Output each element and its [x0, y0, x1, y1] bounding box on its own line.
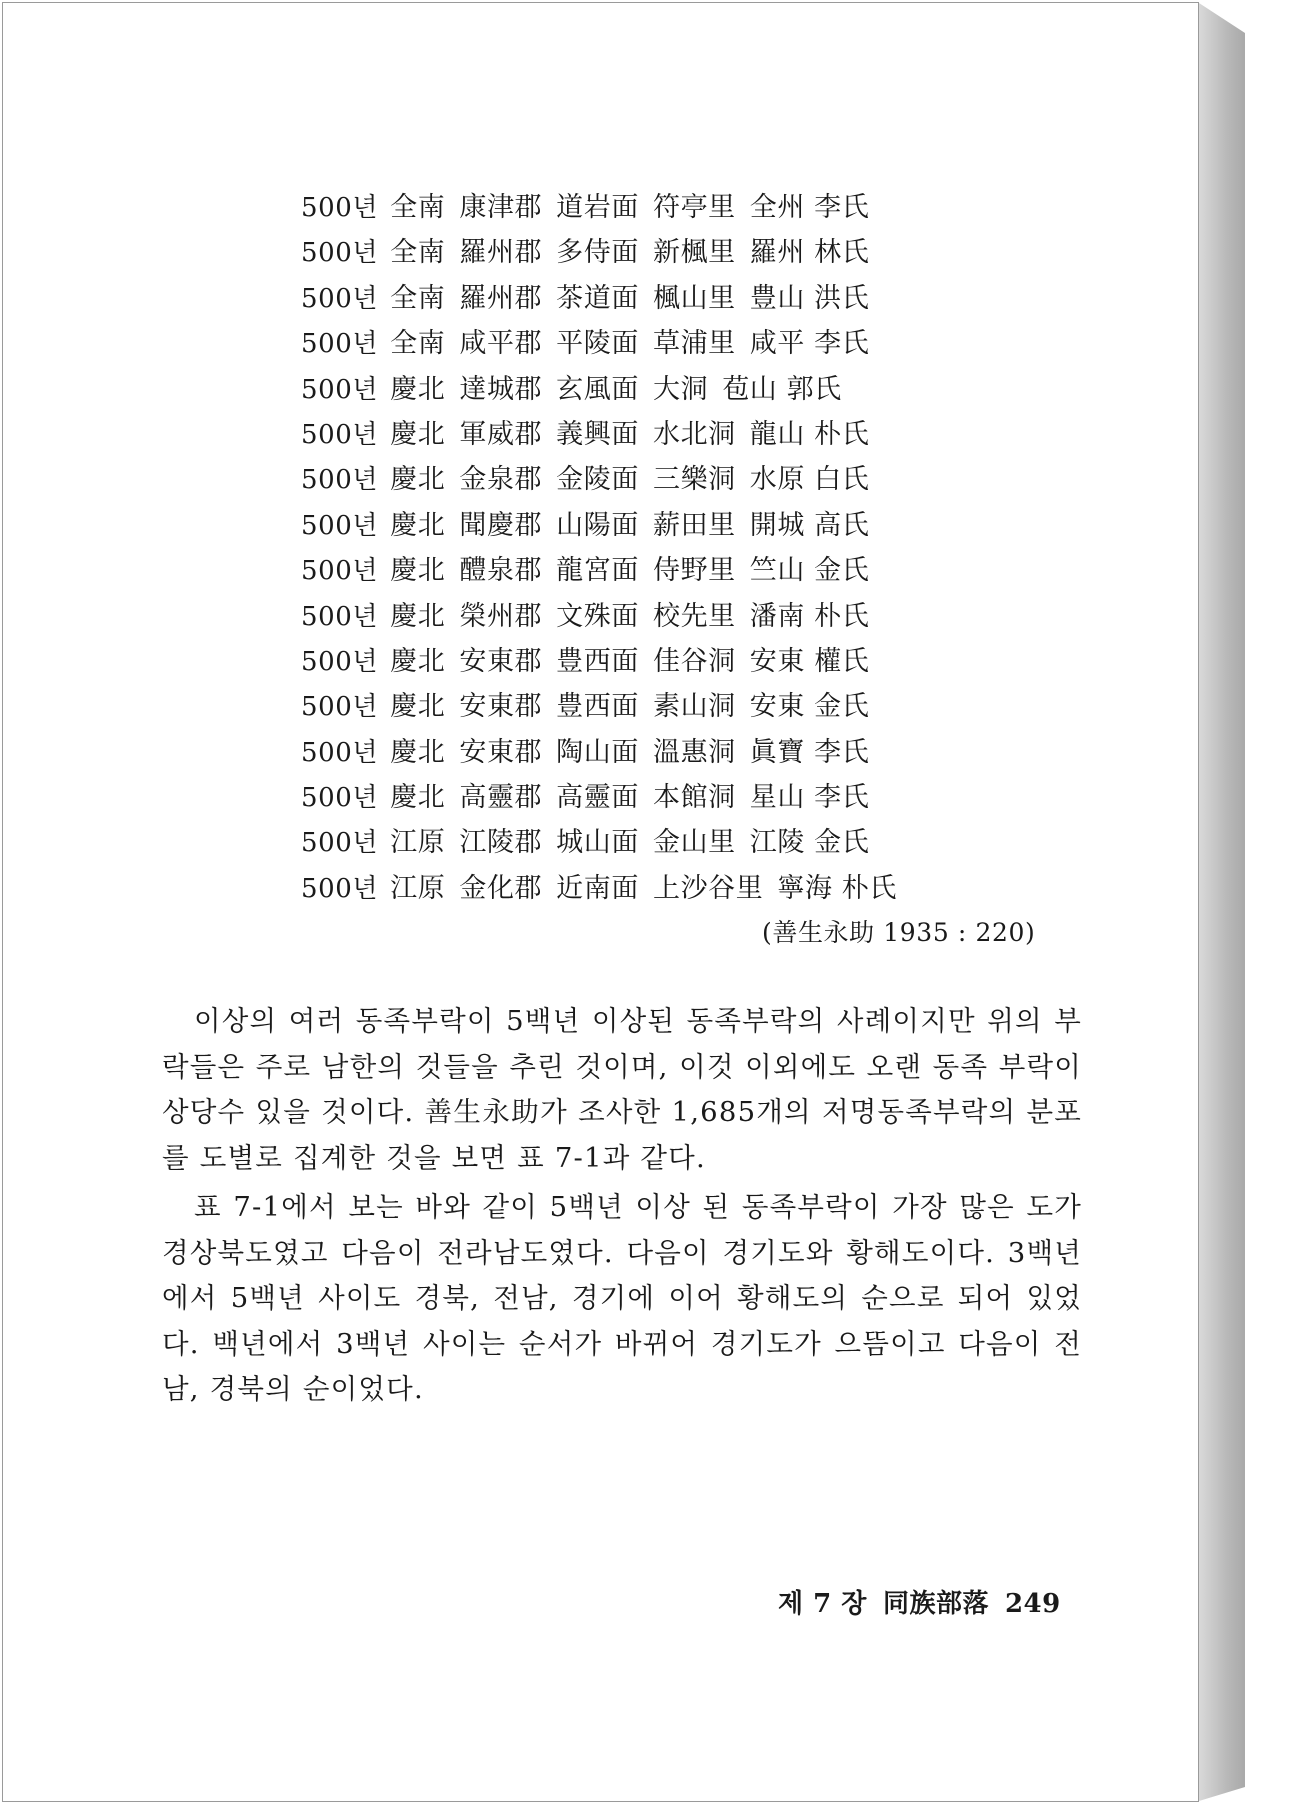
chapter-label: 제 7 장	[778, 1589, 867, 1619]
village-years: 500년	[301, 646, 379, 677]
village-county: 江陵郡	[459, 827, 543, 859]
village-name: 上沙谷里	[652, 872, 764, 904]
village-township: 金陵面	[556, 464, 639, 496]
village-name: 楓山里	[652, 282, 736, 314]
village-province: 慶北	[390, 509, 446, 541]
paragraph: 이상의 여러 동족부락이 5백년 이상된 동족부락의 사례이지만 위의 부락들은 주로 남한의 것들을 추린 것이며, 이것 이외에도 오랜 동족 부락이 상당수 있을 것이다. 善生永助가 조사한 1,685개의 저명동족부락의 분포를 도별로 집계한 것을 보면 표 7-1과 같다.	[162, 1005, 1082, 1174]
village-county: 金化郡	[459, 872, 543, 904]
village-province: 慶北	[390, 691, 446, 723]
village-clan: 竺山 金氏	[749, 555, 870, 587]
village-clan: 水原 白氏	[749, 464, 870, 496]
list-item	[301, 185, 911, 230]
village-province: 慶北	[390, 645, 446, 677]
village-province: 慶北	[390, 782, 446, 814]
chapter-title: 同族部落	[882, 1589, 989, 1619]
village-province: 全南	[390, 328, 446, 360]
village-county: 咸平郡	[459, 328, 543, 360]
list-item	[301, 276, 911, 321]
village-clan: 眞寶 李氏	[749, 736, 870, 768]
village-name: 溫惠洞	[652, 736, 736, 768]
village-name: 校先里	[652, 600, 736, 632]
village-county: 安東郡	[459, 691, 543, 723]
list-item	[301, 684, 911, 729]
village-county: 羅州郡	[459, 237, 543, 269]
paragraph: 표 7-1에서 보는 바와 같이 5백년 이상 된 동족부락이 가장 많은 도가 경상북도였고 다음이 전라남도였다. 다음이 경기도와 황해도이다. 3백년에서 5백년 사이도 경북, 전남, 경기에 이어 황해도의 순으로 되어 있었다. 백년에서 3백년 사이는 순서가 바뀌어 경기도가 으뜸이고 다음이 전남, 경북의 순이었다.	[162, 1191, 1082, 1405]
list-item	[301, 730, 911, 775]
village-years: 500년	[301, 828, 379, 859]
village-name: 素山洞	[652, 691, 736, 723]
list-item	[301, 412, 911, 457]
village-township: 城山面	[556, 827, 639, 859]
village-name: 佳谷洞	[652, 645, 736, 677]
village-county: 羅州郡	[459, 282, 543, 314]
village-province: 江原	[390, 827, 446, 859]
village-years: 500년	[301, 193, 379, 223]
village-clan: 龍山 朴氏	[749, 418, 870, 450]
village-years: 500년	[301, 238, 379, 269]
village-township: 多侍面	[556, 237, 639, 269]
list-item	[301, 321, 911, 366]
village-township: 陶山面	[556, 736, 639, 768]
village-township: 龍宮面	[556, 555, 639, 587]
village-county: 金泉郡	[459, 464, 543, 496]
village-township: 文殊面	[556, 600, 639, 632]
village-list	[301, 185, 911, 911]
village-name: 三樂洞	[652, 464, 736, 496]
page-stack-edge	[1199, 3, 1245, 1801]
village-clan: 江陵 金氏	[749, 827, 870, 859]
village-years: 500년	[301, 283, 379, 314]
list-item	[301, 230, 911, 275]
village-township: 道岩面	[556, 192, 639, 223]
village-clan: 安東 金氏	[749, 691, 870, 723]
village-province: 慶北	[390, 736, 446, 768]
village-province: 慶北	[390, 600, 446, 632]
list-item	[301, 503, 911, 548]
list-item	[301, 457, 911, 502]
village-clan: 星山 李氏	[749, 782, 870, 814]
village-name: 金山里	[652, 827, 736, 859]
village-county: 軍威郡	[459, 418, 543, 450]
village-province: 慶北	[390, 464, 446, 496]
list-item	[301, 775, 911, 820]
village-years: 500년	[301, 783, 379, 814]
village-years: 500년	[301, 556, 379, 587]
village-township: 山陽面	[556, 509, 639, 541]
village-clan: 全州 李氏	[749, 192, 870, 223]
village-years: 500년	[301, 374, 379, 405]
village-township: 高靈面	[556, 782, 639, 814]
village-name: 新楓里	[652, 237, 736, 269]
list-item	[301, 866, 911, 911]
village-clan: 開城 高氏	[749, 509, 870, 541]
village-province: 江原	[390, 872, 446, 904]
village-name: 薪田里	[652, 509, 736, 541]
village-county: 康津郡	[459, 192, 543, 223]
village-county: 安東郡	[459, 645, 543, 677]
village-county: 安東郡	[459, 736, 543, 768]
village-name: 草浦里	[652, 328, 736, 360]
village-name: 水北洞	[652, 418, 736, 450]
village-years: 500년	[301, 465, 379, 496]
village-township: 豊西面	[556, 645, 639, 677]
village-county: 聞慶郡	[459, 509, 543, 541]
village-county: 醴泉郡	[459, 555, 543, 587]
village-years: 500년	[301, 737, 379, 768]
village-clan: 豊山 洪氏	[749, 282, 870, 314]
village-clan: 苞山 郭氏	[722, 373, 842, 405]
village-province: 全南	[390, 192, 446, 223]
village-years: 500년	[301, 601, 379, 632]
village-clan: 咸平 李氏	[749, 328, 870, 360]
list-item	[301, 367, 911, 412]
village-county: 高靈郡	[459, 782, 543, 814]
village-county: 榮州郡	[459, 600, 543, 632]
village-years: 500년	[301, 510, 379, 541]
village-township: 玄風面	[556, 373, 639, 405]
village-name: 本館洞	[652, 782, 736, 814]
village-province: 慶北	[390, 373, 446, 405]
village-years: 500년	[301, 873, 379, 904]
source-citation: (善生永助 1935 : 220)	[762, 918, 1036, 947]
village-clan: 安東 權氏	[749, 645, 870, 677]
village-name: 符亭里	[652, 192, 736, 223]
village-years: 500년	[301, 419, 379, 450]
body-text	[162, 999, 1082, 1413]
village-name: 侍野里	[652, 555, 736, 587]
list-item	[301, 594, 911, 639]
village-clan: 羅州 林氏	[749, 237, 870, 269]
village-township: 平陵面	[556, 328, 639, 360]
list-item	[301, 820, 911, 865]
village-years: 500년	[301, 692, 379, 723]
village-township: 豊西面	[556, 691, 639, 723]
village-name: 大洞	[652, 373, 709, 405]
page-number: 249	[1004, 1589, 1061, 1619]
village-province: 全南	[390, 282, 446, 314]
village-county: 達城郡	[459, 373, 543, 405]
village-township: 茶道面	[556, 282, 639, 314]
village-province: 慶北	[390, 418, 446, 450]
village-years: 500년	[301, 329, 379, 360]
village-province: 慶北	[390, 555, 446, 587]
village-township: 義興面	[556, 418, 639, 450]
page-footer	[778, 1583, 1061, 1620]
list-item	[301, 639, 911, 684]
village-township: 近南面	[556, 872, 639, 904]
village-clan: 寧海 朴氏	[777, 872, 897, 904]
list-item	[301, 548, 911, 593]
village-clan: 潘南 朴氏	[749, 600, 870, 632]
village-province: 全南	[390, 237, 446, 269]
